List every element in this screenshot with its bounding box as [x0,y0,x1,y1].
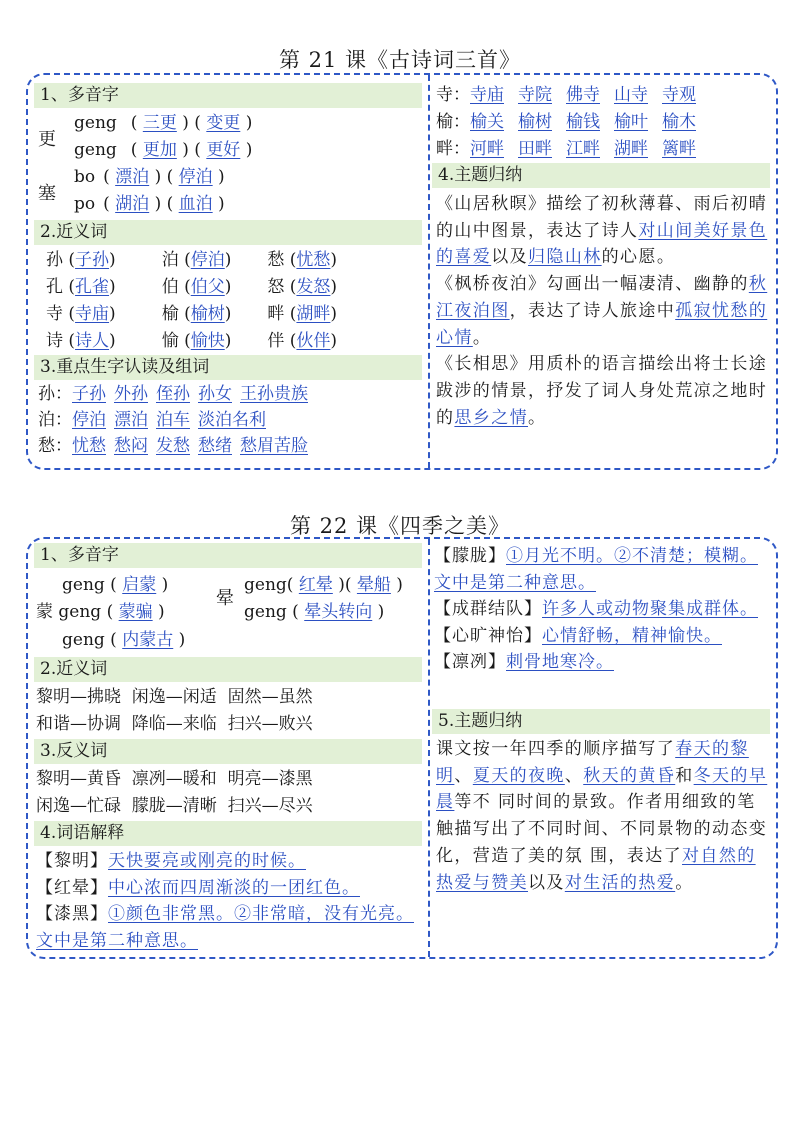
column-divider [428,75,430,468]
theme-text: 以及 [528,872,565,893]
synonym-row: 和谐—协调 降临—来临 扫兴—败兴 [36,714,313,734]
synonym-row: 寺 (寺庙) 榆 (榆树) 畔 (湖畔) [46,304,338,324]
section-theme: 5.主题归纳 [432,709,770,734]
definition-list [434,543,770,676]
antonym-row: 黎明—黄昏 凛冽—暖和 明亮—漆黑 [36,769,313,789]
word-row: 榆：榆关 榆树 榆钱 榆叶 榆木 [436,112,696,132]
section-synonyms: 2.近义词 [34,657,422,682]
polyphone-row: bo ( 漂泊 ) ( 停泊 ) [74,167,225,187]
theme-text: 、 [454,765,473,786]
theme-text: ，表达了诗人旅途中 [509,300,676,321]
theme-text: 《枫桥夜泊》勾画出一幅凄清、幽静的 [436,274,749,295]
section-polyphone: 1、多音字 [34,83,422,108]
theme-text: 和 [675,765,694,786]
section-polyphone: 1、多音字 [34,543,422,568]
polyphone-row: geng( 红晕 )( 晕船 ) [244,575,403,595]
theme-text: 的心愿。 [601,247,676,268]
definition-item: 【心旷神怡】心情舒畅，精神愉快。 [434,625,722,646]
column-divider [428,539,430,957]
lesson21-title: 第 21 课《古诗词三首》 [278,48,522,72]
word-row: 寺：寺庙 寺院 佛寺 山寺 寺观 [436,85,696,105]
theme-text: 以及 [491,247,529,268]
theme-text: 。 [675,872,694,893]
section-antonyms: 3.反义词 [34,739,422,764]
lesson22-card [26,537,778,959]
theme-keyphrase: 孤寂忧愁的心情 [436,300,768,348]
theme-text: 、 [564,765,584,786]
synonym-row: 黎明—拂晓 闲逸—闲适 固然—虽然 [36,687,313,707]
theme-keyphrase: 秋江夜泊图 [436,274,768,321]
polyphone-row: 蒙 geng ( 蒙骗 ) [36,602,165,622]
polyphone-row: geng ( 三更 ) ( 变更 ) [74,113,253,133]
theme-keyphrase: 对生活的热爱 [564,872,676,893]
section-key-characters: 3.重点生字认读及组词 [34,355,422,380]
theme-keyphrase: 对自然的热爱与赞美 [436,845,756,893]
theme-text: 《山居秋暝》描绘了初秋薄暮、雨后初晴的山中图景，表达了诗人 [436,194,768,241]
word-row: 孙：子孙 外孙 侄孙 孙女 王孙贵族 [38,384,308,404]
theme-keyphrase: 归隐山林 [528,247,602,268]
polyphone-char: 更 [38,129,56,150]
theme-keyphrase: 夏天的夜晚 [472,765,565,786]
word-row: 愁：忧愁 愁闷 发愁 愁绪 愁眉苦脸 [38,436,308,456]
lesson21-card [26,73,778,470]
theme-keyphrase: 秋天的黄昏 [583,765,676,786]
section-definitions: 4.词语解释 [34,821,422,846]
definition-item: 【漆黑】①颜色非常黑。②非常暗，没有光亮。文中是第二种意思。 [36,904,414,951]
theme-text: 。 [472,327,492,348]
definition-item: 【朦胧】①月光不明。②不清楚；模糊。文中是第二种意思。 [434,546,758,593]
word-row: 畔：河畔 田畔 江畔 湖畔 篱畔 [436,139,696,159]
definition-item: 【黎明】天快要亮或刚亮的时候。 [36,851,306,871]
section-synonyms: 2.近义词 [34,220,422,245]
theme-keyphrase: 思乡之情 [454,407,529,428]
definition-list [36,848,422,954]
word-row: 泊：停泊 漂泊 泊车 淡泊名利 [38,410,266,430]
theme-summary [436,736,768,896]
theme-text: 《长相思》用质朴的语言描绘出将士长途跋涉的情景，抒发了词人身处荒凉之地时的 [436,354,768,428]
section-theme: 4.主题归纳 [432,163,770,188]
theme-keyphrase: 对山间美好景色的喜爱 [436,220,768,268]
definition-item: 【凛冽】刺骨地寒冷。 [434,652,614,672]
definition-item: 【成群结队】许多人或动物聚集成群体。 [434,599,758,619]
polyphone-row: po ( 湖泊 ) ( 血泊 ) [74,194,225,214]
polyphone-row: geng ( 更加 ) ( 更好 ) [74,140,253,160]
polyphone-char: 晕 [216,588,234,609]
antonym-row: 闲逸—忙碌 朦胧—清晰 扫兴—尽兴 [36,796,313,816]
theme-text: 等不 同时间的景致。作者用细致的笔触描写出了不同时间、不同景物的动态变化，营造了美的氛 围，表达了 [436,792,768,866]
polyphone-row: geng ( 启蒙 ) [62,575,169,595]
synonym-row: 诗 (诗人) 愉 (愉快) 伴 (伙伴) [46,331,338,351]
synonym-row: 孙 (子孙) 泊 (停泊) 愁 (忧愁) [46,250,338,270]
theme-keyphrase: 冬天的早晨 [436,765,768,813]
definition-item: 【红晕】中心浓而四周渐淡的一团红色。 [36,877,360,898]
theme-summary [436,191,768,431]
theme-keyphrase: 春天的黎明 [436,739,749,786]
theme-text: 。 [528,407,547,428]
theme-text: 课文按一年四季的顺序描写了 [436,739,676,759]
synonym-row: 孔 (孔雀) 伯 (伯父) 怒 (发怒) [46,277,338,297]
polyphone-row: geng ( 晕头转向 ) [244,602,385,622]
polyphone-row: geng ( 内蒙古 ) [62,630,186,650]
polyphone-char: 塞 [38,183,56,204]
lesson22-title: 第 22 课《四季之美》 [289,514,511,538]
